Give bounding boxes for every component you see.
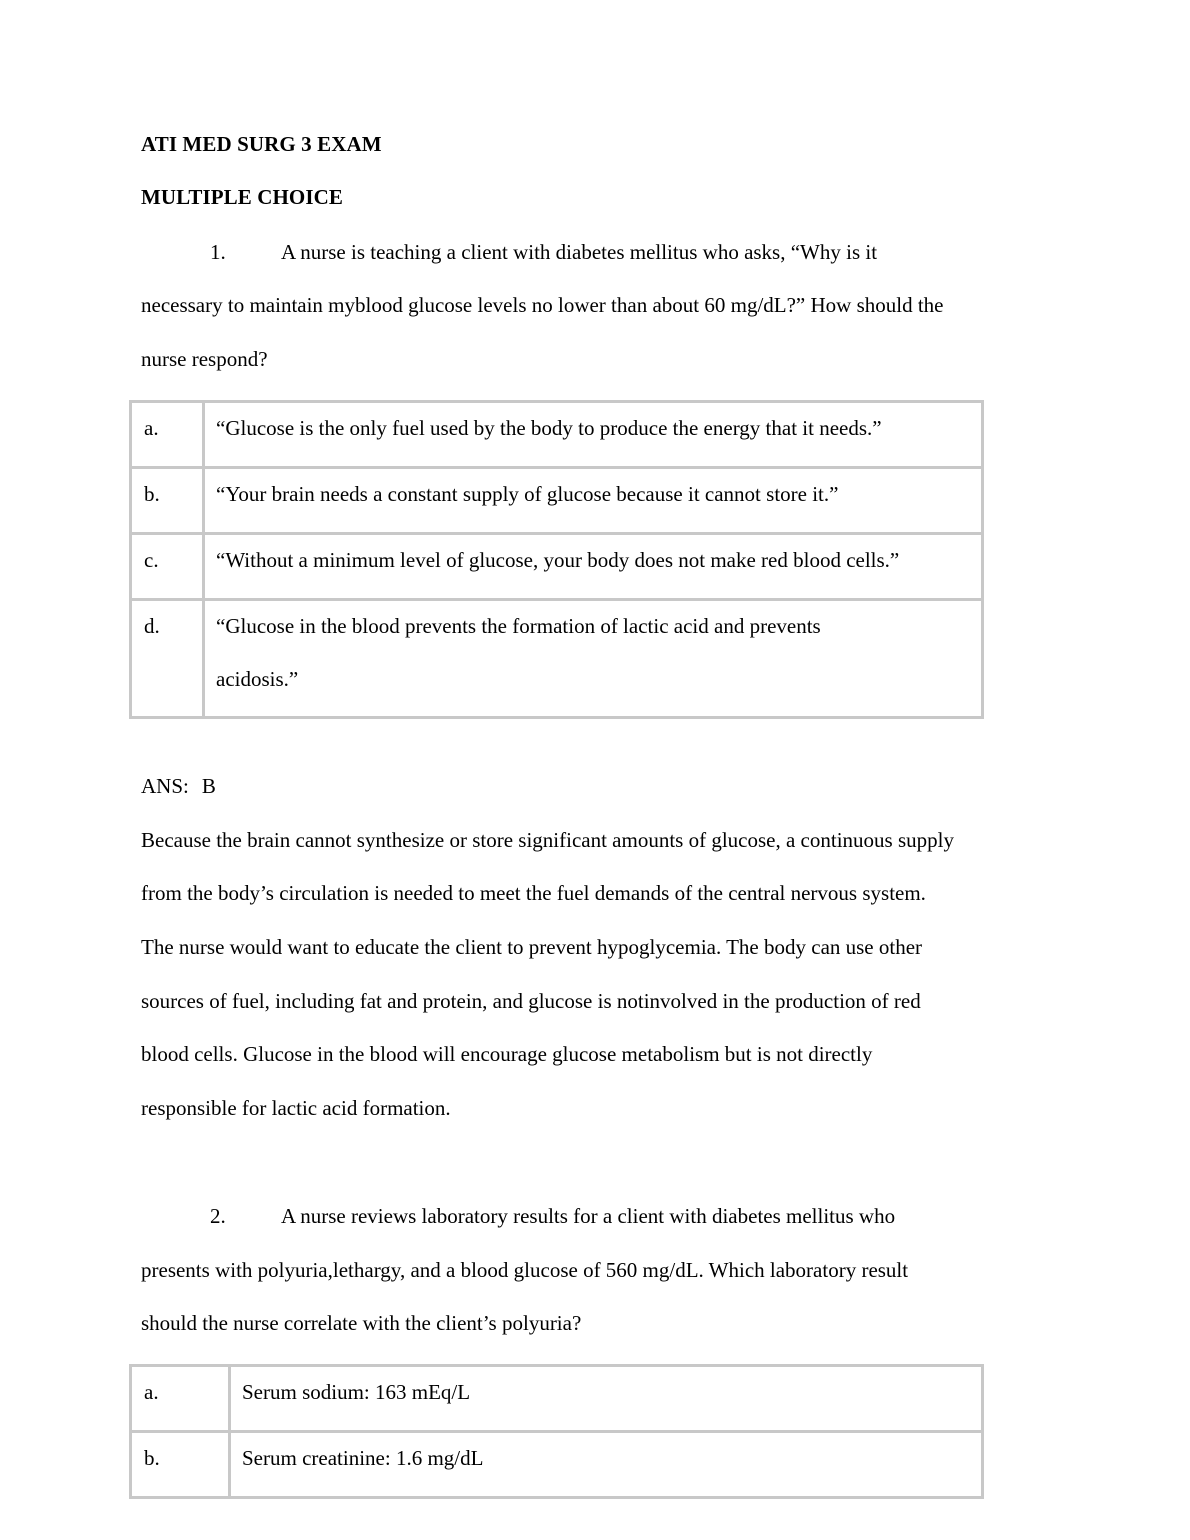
rationale-line: responsible for lactic acid formation. [141,1096,451,1120]
answer-option-row [131,1366,983,1432]
rationale-line: blood cells. Glucose in the blood will encourage glucose metabolism but is not directly [141,1042,873,1066]
question-number: 1. [210,240,226,264]
option-letter: d. [131,600,204,718]
rationale-line: Because the brain cannot synthesize or store significant amounts of glucose, a continuous supply [141,828,954,852]
answer-label: ANS: [141,774,189,798]
option-text-line: “Glucose in the blood prevents the formation of lactic acid and prevents [216,614,821,638]
question-stem-line: A nurse reviews laboratory results for a client with diabetes mellitus who [281,1204,896,1228]
option-text: “Without a minimum level of glucose, your body does not make red blood cells.” [204,534,983,600]
answer-value: B [201,774,216,798]
question-stem-line: A nurse is teaching a client with diabetes mellitus who asks, “Why is it [281,240,878,264]
rationale-line: The nurse would want to educate the client to prevent hypoglycemia. The body can use other [141,935,923,959]
answer-options-table [129,400,984,719]
rationale-line: sources of fuel, including fat and protein, and glucose is notinvolved in the production of red [141,989,921,1013]
option-text [204,600,983,718]
option-text: “Your brain needs a constant supply of glucose because it cannot store it.” [204,468,983,534]
question-stem-line: should the nurse correlate with the client’s polyuria? [141,1311,582,1335]
option-text: Serum creatinine: 1.6 mg/dL [230,1432,983,1498]
question-stem-line: necessary to maintain myblood glucose levels no lower than about 60 mg/dL?” How should the [141,293,944,317]
answer-option-row [131,402,983,468]
option-letter: b. [131,468,204,534]
option-letter: a. [131,1366,230,1432]
answer-option-row [131,468,983,534]
question-number: 2. [210,1204,226,1228]
option-letter: a. [131,402,204,468]
answer-line [141,774,216,799]
option-letter: b. [131,1432,230,1498]
question-stem-line: presents with polyuria,lethargy, and a blood glucose of 560 mg/dL. Which laboratory result [141,1258,909,1282]
option-letter: c. [131,534,204,600]
question-stem-line: nurse respond? [141,347,268,371]
rationale-line: from the body’s circulation is needed to meet the fuel demands of the central nervous system. [141,881,926,905]
answer-option-row [131,534,983,600]
section-heading: MULTIPLE CHOICE [141,185,344,209]
option-text: “Glucose is the only fuel used by the body to produce the energy that it needs.” [204,402,983,468]
answer-option-row [131,600,983,718]
option-text-line: acidosis.” [216,667,299,691]
document-title: ATI MED SURG 3 EXAM [141,132,382,156]
answer-option-row [131,1432,983,1498]
option-text: Serum sodium: 163 mEq/L [230,1366,983,1432]
answer-options-table [129,1364,984,1499]
